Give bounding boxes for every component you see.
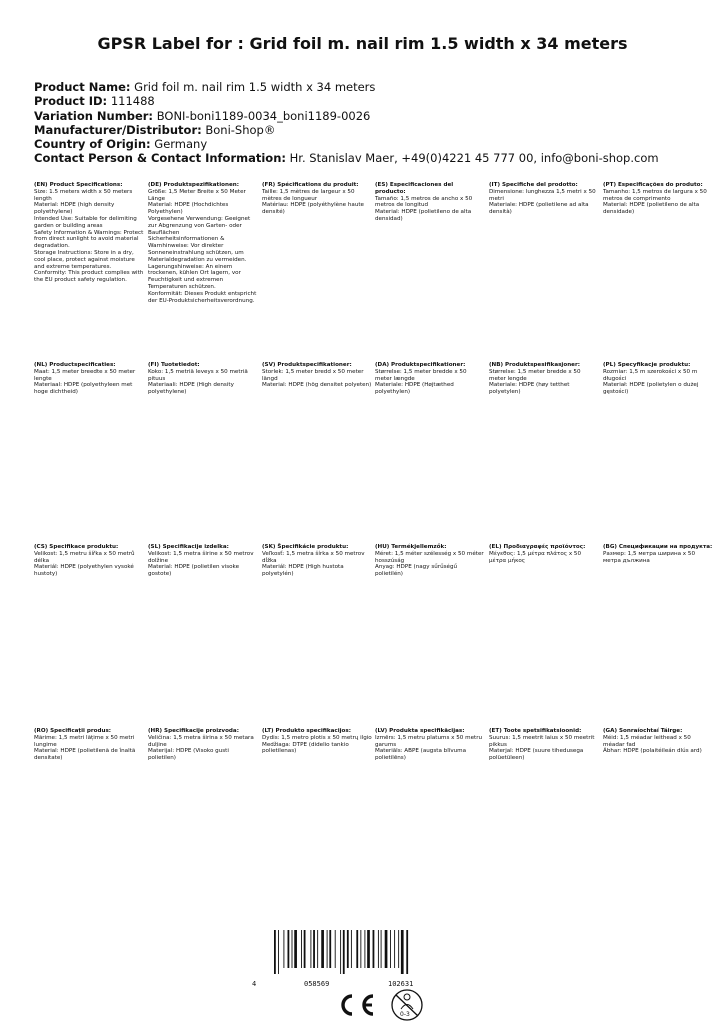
barcode-bar (406, 930, 408, 974)
barcode-bar (364, 930, 365, 968)
language-block (262, 728, 372, 755)
language-block (375, 362, 485, 396)
language-heading: (FR) Spécifications du produit: (262, 182, 359, 188)
language-heading: (FI) Tuotetiedot: (148, 362, 200, 368)
info-row (34, 80, 714, 94)
barcode (272, 930, 448, 974)
language-heading: (RO) Specificații produs: (34, 728, 112, 734)
language-block (489, 544, 599, 564)
language-heading: (ES) Especificaciones del producto: (375, 182, 454, 195)
language-block (603, 362, 713, 396)
language-text: Größe: 1,5 Meter Breite x 50 Meter Länge Material: HDPE (Hochdichtes Polyethylen) Vorgesehene Verwendung: Geeignet zur Abgrenzung von Garten- oder Bauflächen Sicherheitsinformationen & Warnhinweise: Vor direkter Sonneneinstrahlung schützen, um Materialdegradation zu vermeiden. Lagerungshinweise: An einem trockenen, kühlen Ort lagern, vor Feuchtigkeit und extremen Temperaturen schützen. Konformität: Dieses Produkt entspricht der EU-Produktsicherheitsverordnung. (148, 188, 257, 304)
language-text: Tamanho: 1,5 metros de largura x 50 metros de comprimento Material: HDPE (polietileno de alta densidade) (603, 188, 707, 216)
info-row (34, 151, 714, 165)
barcode-bar (310, 930, 311, 968)
language-text: Velikost: 1,5 metru šířka x 50 metrů délka Materiál: HDPE (polyethylen vysoké hustoty) (34, 550, 135, 578)
info-label: Manufacturer/Distributor: (34, 122, 202, 137)
language-heading: (NL) Productspecificaties: (34, 362, 116, 368)
language-block (375, 182, 485, 223)
info-value: Hr. Stanislav Maer, +49(0)4221 45 777 00, info@boni-shop.com (289, 151, 659, 166)
info-label: Country of Origin: (34, 137, 151, 152)
language-heading: (SK) Špecifikácie produktu: (262, 544, 349, 550)
info-row (34, 137, 714, 151)
language-text: Størrelse: 1,5 meter bredde x 50 meter længde Materiale: HDPE (Højtæthed polyethylen) (375, 368, 467, 396)
language-text: Size: 1.5 meters width x 50 meters length Material: HDPE (high density polyethylene) Intended Use: Suitable for delimiting garden or building areas Safety Information & Warnings: Protect from direct sunlight to avoid material degradation. Storage Instructions: Store in a dry, cool place, protect against moisture and extreme temperatures. Conformity: This product complies with the EU product safety regulation. (34, 188, 144, 284)
barcode-bar (327, 930, 328, 968)
language-block (375, 544, 485, 578)
language-text: Tamaño: 1,5 metros de ancho x 50 metros de longitud Material: HDPE (polietileno de alta densidad) (375, 195, 473, 222)
language-block (489, 182, 599, 216)
language-block (262, 182, 372, 216)
barcode-bar (288, 930, 290, 968)
barcode-bar (278, 930, 279, 974)
barcode-bar (321, 930, 324, 968)
language-heading: (LV) Produkta specifikācijas: (375, 728, 465, 734)
info-label: Product ID: (34, 94, 108, 109)
language-text: Размер: 1,5 метра ширина x 50 метра дължина (603, 550, 696, 564)
info-label: Product Name: (34, 80, 131, 94)
language-text: Storlek: 1,5 meter bredd x 50 meter längd Material: HDPE (hög densitet polyeten) (262, 368, 372, 389)
language-text: Taille: 1,5 mètres de largeur x 50 mètres de longueur Matériau: HDPE (polyéthylène haute densité) (262, 188, 365, 216)
info-label: Contact Person & Contact Information: (34, 151, 286, 166)
language-block (34, 728, 144, 762)
barcode-bar (343, 930, 345, 974)
language-heading: (CS) Specifikace produktu: (34, 544, 119, 550)
barcode-bar (274, 930, 276, 974)
language-block (262, 362, 372, 389)
barcode-bar (292, 930, 293, 968)
ce-mark-icon (343, 996, 373, 1014)
barcode-bar (335, 930, 336, 968)
language-heading: (EL) Προδιαγραφές προϊόντος: (489, 544, 586, 550)
barcode-bar (347, 930, 349, 968)
language-text: Méid: 1,5 méadar leithead x 50 méadar fad Ábhar: HDPE (polaitéileán dlús ard) (603, 734, 702, 755)
language-text: Rozmiar: 1,5 m szerokości x 50 m długości Materiał: HDPE (polietylen o dużej gęstości) (603, 368, 699, 396)
language-text: Dydis: 1,5 metro plotis x 50 metrų ilgio Medžiaga: DTPE (didelio tankio polietilenas) (262, 734, 372, 755)
language-heading: (DE) Produktspezifikationen: (148, 182, 239, 188)
language-heading: (BG) Спецификации на продукта: (603, 544, 713, 550)
barcode-bar (317, 930, 318, 968)
language-heading: (HU) Termékjellemzők: (375, 544, 447, 550)
barcode-bar (294, 930, 297, 968)
language-block (489, 362, 599, 396)
language-block (148, 544, 258, 578)
language-heading: (GA) Sonraíochtaí Táirge: (603, 728, 683, 734)
language-block (603, 544, 713, 564)
info-row (34, 109, 714, 123)
barcode-bar (390, 930, 391, 968)
language-text: Veličina: 1,5 metra širina x 50 metara duljine Materijal: HDPE (Visoko gusti polietilen) (148, 734, 254, 762)
language-text: Koko: 1,5 metriä leveys x 50 metriä pituus Materiaali: HDPE (High density polyethylene) (148, 368, 248, 396)
info-value: Germany (154, 137, 208, 152)
language-text: Veľkosť: 1,5 metra šírka x 50 metrov dĺžka Materiál: HDPE (High hustota polyetylén) (262, 550, 365, 578)
language-text: Velikost: 1,5 metra širine x 50 metrov dolžine Material: HDPE (polietilen visoke gostote) (148, 550, 254, 578)
language-block (34, 182, 144, 284)
language-heading: (SL) Specifikacije izdelka: (148, 544, 229, 550)
language-heading: (PL) Specyfikacje produktu: (603, 362, 691, 368)
language-block (603, 728, 713, 755)
barcode-bar (394, 930, 395, 968)
barcode-bar (401, 930, 404, 974)
language-heading: (HR) Specifikacije proizvoda: (148, 728, 239, 734)
language-block (148, 362, 258, 396)
language-block (148, 182, 258, 304)
info-value: 111488 (110, 94, 155, 109)
certification-icons (0, 986, 725, 1024)
barcode-bar (356, 930, 358, 968)
info-value: BONI-boni1189-0034_boni1189-0026 (156, 108, 371, 123)
info-label: Variation Number: (34, 108, 154, 123)
barcode-bar (367, 930, 370, 968)
info-value: Boni-Shop® (205, 122, 276, 137)
language-text: Størrelse: 1,5 meter bredde x 50 meter lengde Materiale: HDPE (høy tetthet polyetylen) (489, 368, 581, 396)
barcode-bar (378, 930, 379, 968)
barcode-bar (360, 930, 361, 968)
language-heading: (NB) Produktspesifikasjoner: (489, 362, 580, 368)
info-value: Grid foil m. nail rim 1.5 width x 34 meters (134, 80, 376, 94)
language-block (375, 728, 485, 762)
language-heading: (SV) Produktspecifikationer: (262, 362, 352, 368)
barcode-bar (373, 930, 375, 968)
language-heading: (DA) Produktspecifikationer: (375, 362, 466, 368)
barcode-bar (329, 930, 331, 968)
barcode-bar (301, 930, 302, 968)
barcode-bar (385, 930, 388, 968)
language-text: Méret: 1,5 méter szélesség x 50 méter hosszúság Anyag: HDPE (nagy sűrűségű polietilén) (375, 550, 484, 578)
barcode-number-left: 4 (252, 980, 257, 988)
language-block (34, 362, 144, 396)
barcode-number-middle: 058569 (304, 980, 330, 988)
barcode-bar (398, 930, 399, 968)
page-title: GPSR Label for : Grid foil m. nail rim 1.5 width x 34 meters (97, 34, 628, 53)
svg-text:0-3: 0-3 (400, 1011, 410, 1018)
language-block (603, 182, 713, 216)
language-text: Mărime: 1,5 metri lățime x 50 metri lungime Material: HDPE (polietilenă de înaltă densitate) (34, 734, 136, 762)
language-block (148, 728, 258, 762)
language-heading: (ET) Toote spetsifikatsioonid: (489, 728, 582, 734)
no-children-0-3-icon (392, 990, 422, 1020)
info-row (34, 94, 714, 108)
language-text: Maat: 1,5 meter breedte x 50 meter lengte Materiaal: HDPE (polyethyleen met hoge dichtheid) (34, 368, 136, 396)
language-block (34, 544, 144, 578)
barcode-bar (313, 930, 315, 968)
barcode-bar (381, 930, 382, 968)
language-block (489, 728, 599, 762)
language-heading: (PT) Especificações do produto: (603, 182, 703, 188)
language-heading: (EN) Product Specifications: (34, 182, 123, 188)
language-heading: (IT) Specifiche del prodotto: (489, 182, 578, 188)
barcode-bar (340, 930, 341, 974)
language-text: Izmērs: 1,5 metru platums x 50 metru garums Materiāls: ABPE (augsta blīvuma polietilēns) (375, 734, 483, 762)
barcode-bar (351, 930, 352, 968)
barcode-number-right: 102631 (388, 980, 414, 988)
info-row (34, 123, 714, 137)
barcode-bar (283, 930, 284, 968)
language-text: Μέγεθος: 1,5 μέτρα πλάτος x 50 μέτρα μήκος (489, 550, 582, 564)
language-block (262, 544, 372, 578)
barcode-bar (304, 930, 306, 968)
language-text: Dimensione: lunghezza 1,5 metri x 50 metri Materiale: HDPE (polietilene ad alta densità) (489, 188, 596, 216)
language-heading: (LT) Produkto specifikacijos: (262, 728, 351, 734)
language-text: Suurus: 1,5 meetrit laius x 50 meetrit pikkus Materjal: HDPE (suure tihedusega polüetüleen) (489, 734, 595, 762)
product-info (34, 80, 714, 166)
